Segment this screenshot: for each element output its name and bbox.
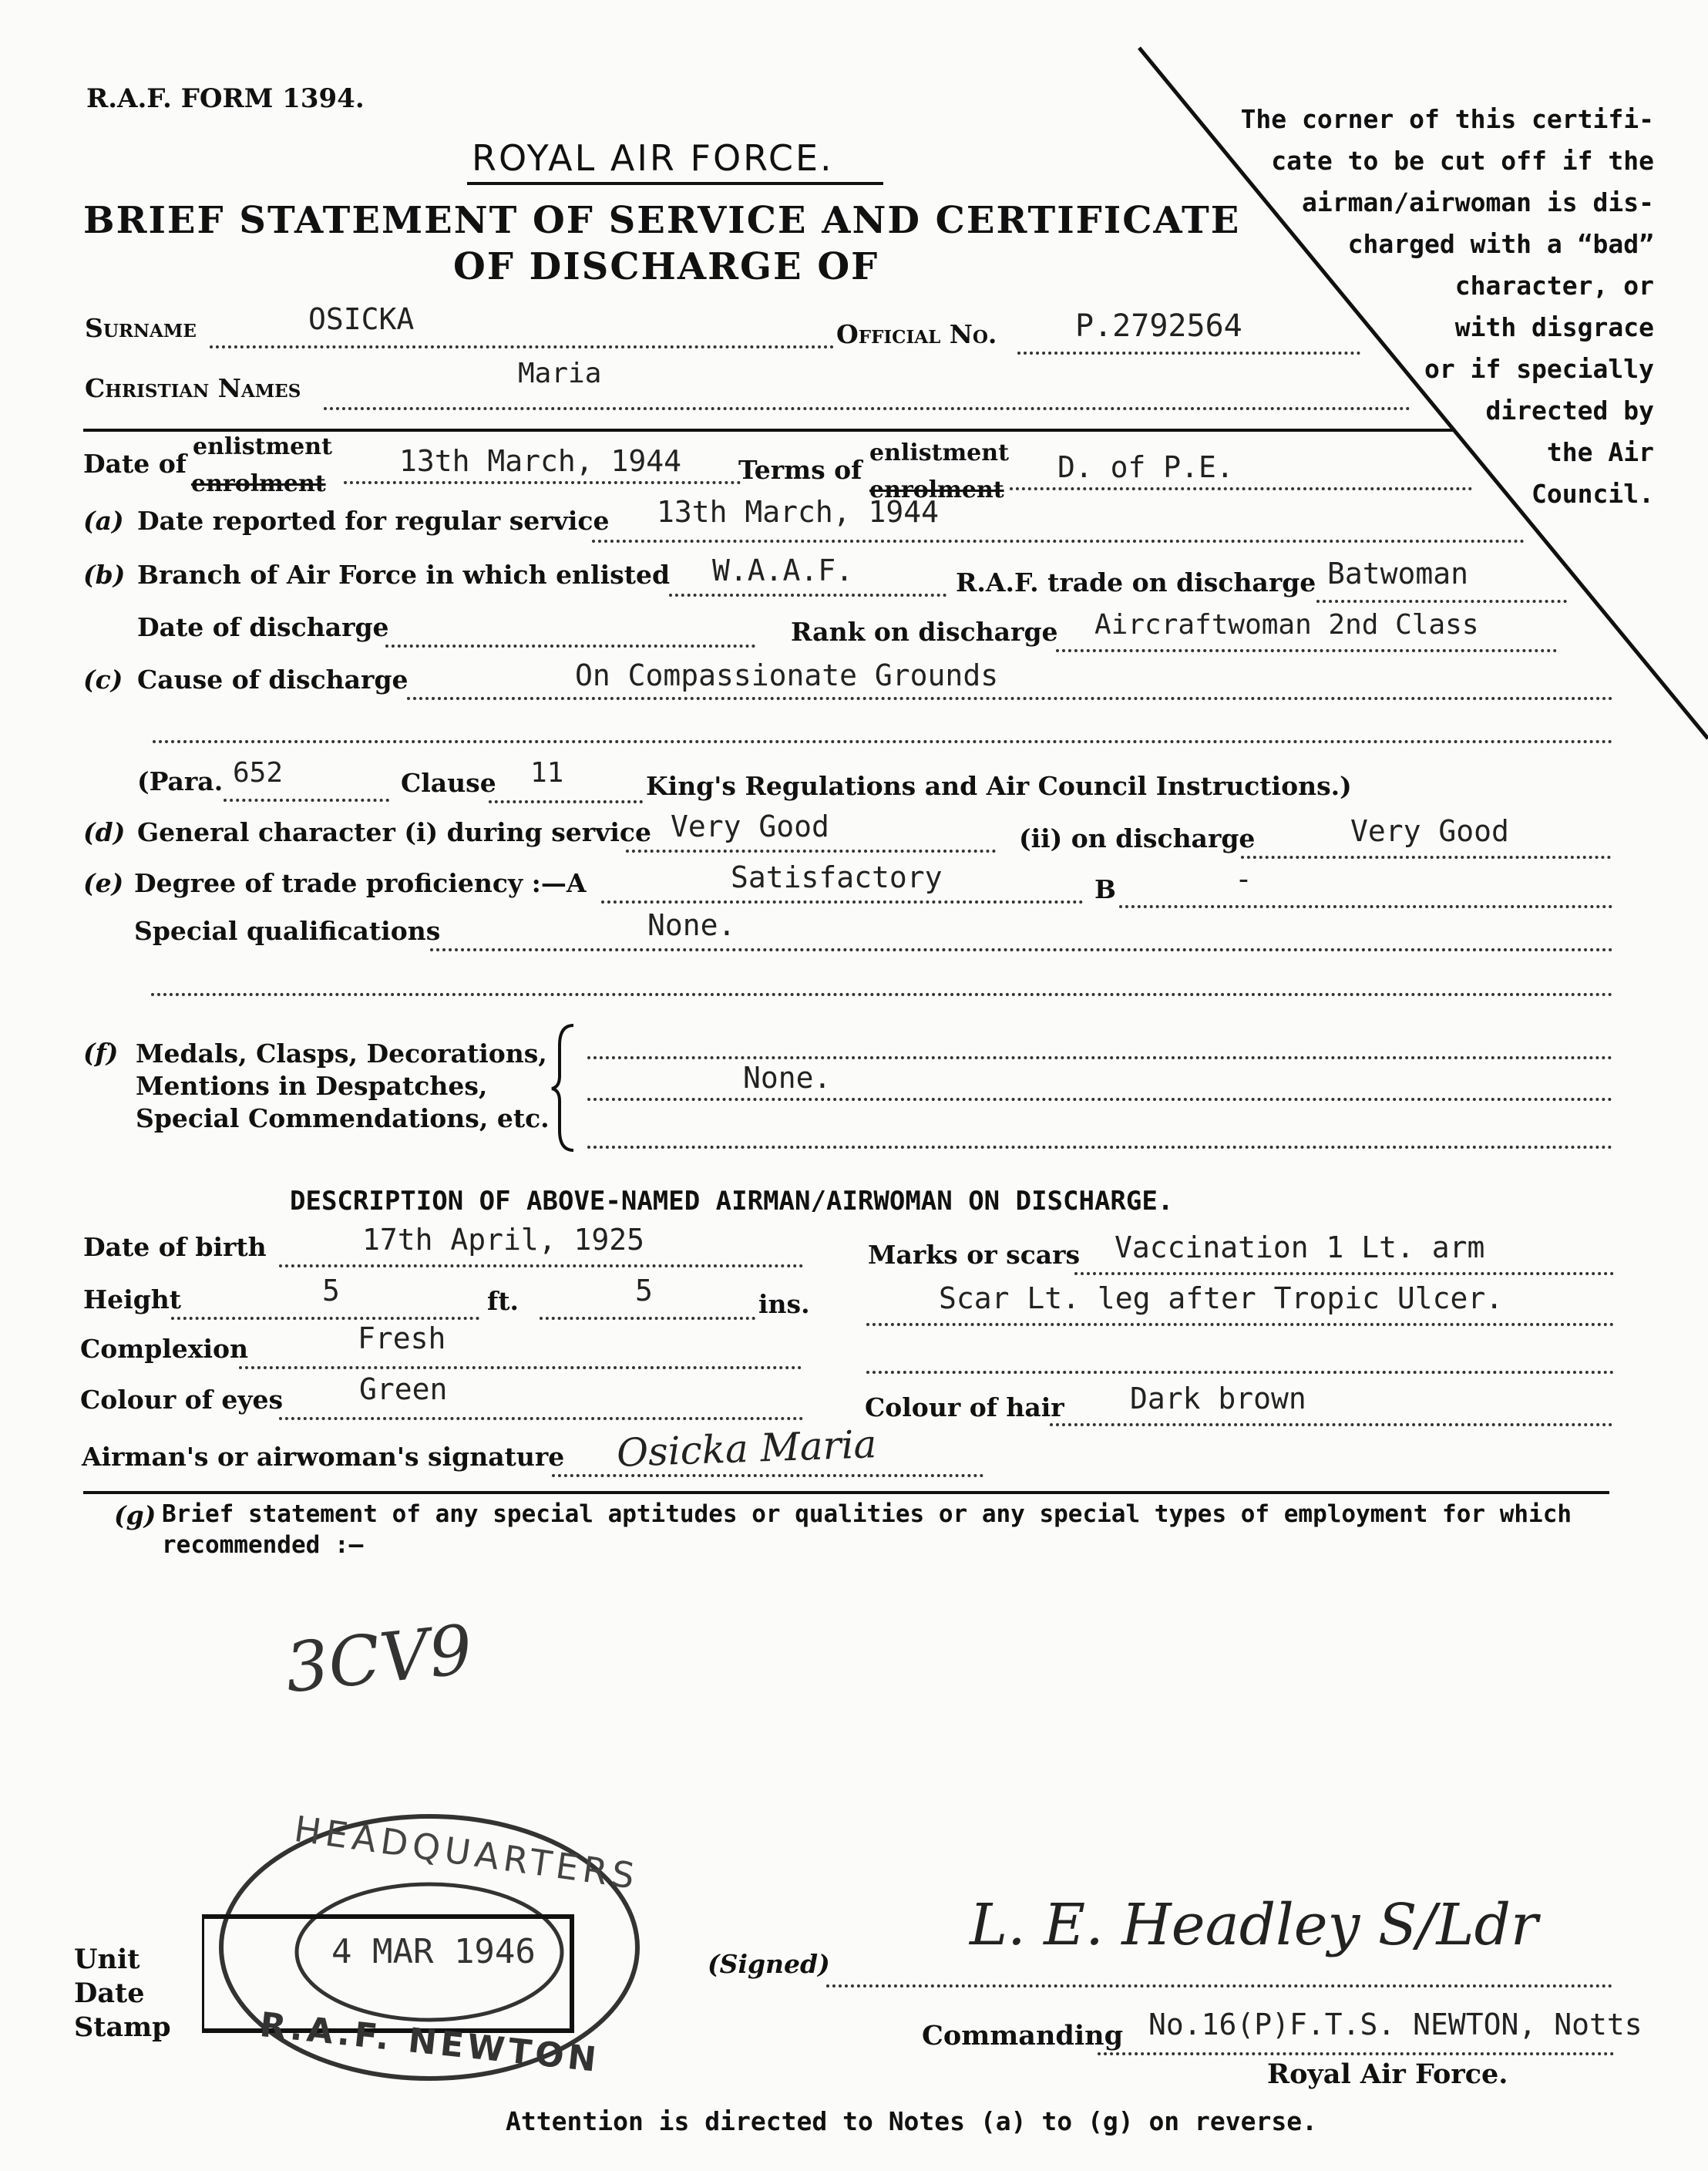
description-heading: DESCRIPTION OF ABOVE-NAMED AIRMAN/AIRWOMAN ON DISCHARGE.	[290, 1186, 1174, 1217]
enlistment-date-value: 13th March, 1944	[399, 444, 682, 478]
trade-line	[1316, 600, 1567, 603]
cause-value: On Compassionate Grounds	[575, 658, 999, 692]
form-number: R.A.F. FORM 1394.	[86, 83, 365, 114]
on-discharge-label: (ii) on discharge	[1019, 823, 1256, 853]
corner-note-line: The corner of this certifi-	[1240, 104, 1654, 134]
medals-label-line: Medals, Clasps, Decorations,	[136, 1038, 547, 1069]
trade-label: R.A.F. trade on discharge	[956, 567, 1316, 597]
marks-label: Marks or scars	[868, 1240, 1081, 1270]
aptitudes-text-1: Brief statement of any special aptitudes or qualities or any special types of employment for which	[162, 1500, 1572, 1528]
enrolment-word-struck: enrolment	[191, 470, 326, 497]
official-no-label: Official No.	[836, 319, 997, 349]
complexion-line	[239, 1366, 802, 1369]
commanding-label: Commanding	[922, 2020, 1124, 2052]
character-discharge-line	[1241, 856, 1611, 859]
stamp-date: 4 MAR 1946	[331, 1932, 536, 1971]
corner-note-line: cate to be cut off if the	[1271, 146, 1654, 176]
dob-line	[279, 1264, 803, 1267]
service-title: ROYAL AIR FORCE.	[472, 137, 834, 179]
cause-label: Cause of discharge	[137, 665, 409, 695]
signed-label: (Signed)	[708, 1949, 830, 1979]
section-rule-top	[83, 429, 1455, 432]
corner-note-line: directed by	[1485, 395, 1654, 426]
corner-note-line: with disgrace	[1454, 312, 1654, 342]
proficiency-a-value: Satisfactory	[731, 860, 943, 894]
terms-value: D. of P.E.	[1057, 450, 1234, 484]
para-label: (Para.	[137, 766, 224, 796]
clause-line	[489, 800, 643, 803]
christian-names-value: Maria	[518, 358, 602, 389]
height-ft-value: 5	[322, 1274, 340, 1308]
commanding-line	[1098, 2052, 1614, 2055]
commanding-officer-signature: L. E. Headley S/Ldr	[970, 1892, 1538, 1958]
terms-of-label: Terms of	[738, 455, 862, 485]
corner-note-line: Council.	[1531, 479, 1654, 509]
enlistment-date-line	[344, 481, 741, 484]
ft-label: ft.	[487, 1286, 519, 1316]
unit-stamp-label	[74, 1943, 171, 2045]
terms-line	[1010, 487, 1472, 490]
terms-enlistment-word: enlistment	[869, 439, 1009, 466]
marker-d: (d)	[83, 817, 126, 847]
corner-note-line: character, or	[1454, 271, 1654, 301]
rank-label: Rank on discharge	[791, 617, 1058, 647]
terms-enrolment-word-struck: enrolment	[869, 476, 1004, 503]
character-label: General character (i) during service	[137, 817, 651, 847]
corner-note-line: airman/airwoman is dis-	[1302, 187, 1654, 217]
height-ft-line	[171, 1317, 479, 1320]
proficiency-b-label: B	[1094, 874, 1116, 904]
special-line	[430, 948, 1613, 951]
unit-stamp-label-line: Unit	[74, 1944, 140, 1975]
hair-value: Dark brown	[1130, 1382, 1306, 1415]
marker-b: (b)	[83, 560, 126, 590]
rank-value: Aircraftwoman 2nd Class	[1094, 609, 1479, 641]
medals-label-line: Mentions in Despatches,	[136, 1071, 488, 1101]
character-service-line	[626, 850, 996, 853]
unit-stamp-label-line: Date	[74, 1977, 145, 2009]
signature-line	[552, 1474, 983, 1477]
proficiency-b-line	[1119, 905, 1612, 908]
height-in-value: 5	[635, 1274, 653, 1308]
special-line-2	[151, 993, 1613, 996]
branch-line	[669, 594, 946, 597]
cause-line-2	[153, 740, 1613, 743]
unit-date-stamp	[202, 1801, 657, 2094]
height-label: Height	[83, 1284, 182, 1314]
dob-label: Date of birth	[83, 1232, 267, 1262]
christian-names-line	[324, 407, 1410, 410]
marks-value-2: Scar Lt. leg after Tropic Ulcer.	[939, 1281, 1504, 1315]
corner-note	[1241, 99, 1654, 515]
dob-value: 17th April, 1925	[362, 1223, 645, 1257]
medals-line-1	[587, 1056, 1612, 1059]
aptitudes-initials-stamp: 3CV9	[281, 1609, 476, 1708]
signature-label: Airman's or airwoman's signature	[82, 1442, 565, 1472]
stamp-top-text: HEADQUARTERS	[291, 1807, 642, 1898]
official-no-value: P.2792564	[1075, 308, 1242, 344]
marker-g: (g)	[114, 1500, 156, 1530]
marks-line-2	[866, 1323, 1614, 1326]
character-discharge-value: Very Good	[1350, 814, 1509, 848]
reported-value: 13th March, 1944	[657, 495, 940, 529]
medals-line-3	[587, 1146, 1612, 1149]
medals-value: None.	[743, 1061, 832, 1095]
stamp-bottom-text: R.A.F. NEWTON	[257, 2004, 602, 2081]
reported-label: Date reported for regular service	[137, 506, 610, 536]
title-line2: OF DISCHARGE OF	[453, 245, 879, 288]
corner-note-line: the Air	[1546, 437, 1654, 467]
marks-value-1: Vaccination 1 Lt. arm	[1115, 1230, 1485, 1264]
surname-label: Surname	[85, 313, 197, 343]
unit-stamp-label-line: Stamp	[74, 2011, 171, 2043]
marks-line-3	[866, 1371, 1614, 1374]
ins-label: ins.	[758, 1289, 810, 1319]
branch-value: W.A.A.F.	[712, 554, 854, 587]
surname-value: OSICKA	[308, 302, 415, 336]
commanding-value: No.16(P)F.T.S. NEWTON, Notts	[1148, 2008, 1642, 2041]
enlistment-word: enlistment	[193, 433, 332, 460]
para-line	[224, 799, 389, 802]
proficiency-a-line	[601, 900, 1083, 904]
complexion-label: Complexion	[80, 1334, 249, 1364]
discharge-date-label: Date of discharge	[137, 612, 389, 642]
hair-label: Colour of hair	[865, 1392, 1064, 1422]
corner-note-line: or if specially	[1424, 354, 1654, 384]
aptitudes-text-2: recommended :—	[162, 1531, 364, 1559]
official-no-line	[1017, 352, 1360, 355]
trade-value: Batwoman	[1327, 557, 1469, 591]
clause-value: 11	[530, 757, 564, 789]
medals-line-2	[587, 1098, 1612, 1101]
airwoman-signature: Osicka Maria	[616, 1422, 878, 1476]
cause-line	[407, 697, 1613, 700]
para-value: 652	[233, 757, 284, 789]
marker-f: (f)	[83, 1038, 119, 1068]
special-value: None.	[647, 908, 736, 942]
discharge-date-line	[385, 645, 755, 648]
eyes-label: Colour of eyes	[80, 1385, 284, 1415]
attention-note: Attention is directed to Notes (a) to (g) on reverse.	[506, 2106, 1317, 2136]
surname-line	[210, 345, 834, 348]
marker-e: (e)	[83, 868, 124, 898]
marks-line-1	[1074, 1272, 1614, 1275]
christian-names-label: Christian Names	[85, 373, 301, 403]
marker-c: (c)	[83, 665, 123, 695]
clause-label: Clause	[401, 768, 496, 798]
proficiency-label: Degree of trade proficiency :—A	[134, 868, 587, 898]
proficiency-b-value: -	[1235, 862, 1252, 896]
regulations-text: King's Regulations and Air Council Instructions.)	[646, 771, 1352, 801]
eyes-value: Green	[359, 1372, 448, 1406]
eyes-line	[279, 1417, 803, 1420]
height-in-line	[540, 1317, 755, 1320]
medals-label	[136, 1038, 550, 1135]
complexion-value: Fresh	[358, 1321, 446, 1355]
medals-label-line: Special Commendations, etc.	[136, 1103, 550, 1133]
section-rule-bottom	[83, 1491, 1609, 1494]
branch-label: Branch of Air Force in which enlisted	[137, 560, 671, 590]
title-line1: BRIEF STATEMENT OF SERVICE AND CERTIFICATE	[83, 199, 1241, 242]
character-service-value: Very Good	[671, 809, 829, 843]
marker-a: (a)	[83, 506, 124, 536]
royal-air-force-label: Royal Air Force.	[1267, 2058, 1508, 2090]
corner-note-line: charged with a “bad”	[1347, 229, 1654, 259]
rank-line	[1056, 649, 1557, 652]
medals-brace	[549, 1022, 580, 1153]
hair-line	[1050, 1423, 1612, 1426]
signed-line	[826, 1984, 1612, 1988]
date-of-label: Date of	[83, 449, 187, 479]
reported-line	[592, 540, 1525, 543]
special-label: Special qualifications	[134, 916, 441, 946]
